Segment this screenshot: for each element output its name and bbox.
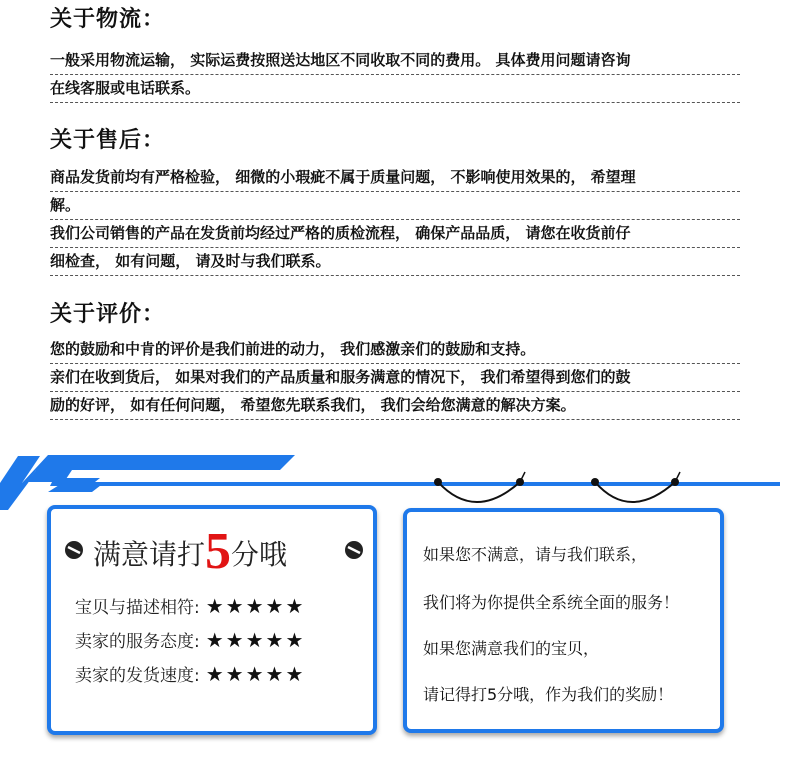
rating-label: 宝贝与描述相符: xyxy=(75,598,200,618)
message-line: 如果您满意我们的宝贝， xyxy=(423,639,600,658)
title-number: 5 xyxy=(205,523,232,580)
rating-row xyxy=(75,661,305,686)
title-after: 分哦 xyxy=(231,538,288,571)
message-card xyxy=(403,508,724,733)
rating-row xyxy=(75,593,305,618)
aftersales-line: 解。 xyxy=(50,192,740,220)
review-section xyxy=(50,300,740,420)
rating-card-title xyxy=(93,523,288,580)
rating-card-header xyxy=(63,523,363,580)
aftersales-line: 商品发货前均有严格检验， 细微的小瑕疵不属于质量问题， 不影响使用效果的， 希望理 xyxy=(50,164,740,192)
rating-card xyxy=(47,505,377,735)
review-line: 励的好评， 如有任何问题， 希望您先联系我们， 我们会给您满意的解决方案。 xyxy=(50,392,740,420)
rating-label: 卖家的发货速度: xyxy=(75,666,200,686)
review-line: 亲们在收到货后， 如果对我们的产品质量和服务满意的情况下， 我们希望得到您们的鼓 xyxy=(50,364,740,392)
message-line: 如果您不满意，请与我们联系， xyxy=(423,545,648,564)
aftersales-section xyxy=(50,126,740,276)
star-rating-icon: ★★★★★ xyxy=(205,662,306,686)
logistics-line: 在线客服或电话联系。 xyxy=(50,75,740,103)
title-before: 满意请打 xyxy=(93,538,206,571)
aftersales-title: 关于售后： xyxy=(50,128,166,153)
screw-icon xyxy=(63,539,85,561)
message-line: 我们将为你提供全系统全面的服务！ xyxy=(423,593,680,612)
review-line: 您的鼓励和中肯的评价是我们前进的动力， 我们感激亲们的鼓励和支持。 xyxy=(50,336,740,364)
logistics-section xyxy=(50,5,740,103)
star-rating-icon: ★★★★★ xyxy=(205,594,306,618)
logistics-title: 关于物流： xyxy=(50,7,166,32)
aftersales-line: 我们公司销售的产品在发货前均经过严格的质检流程， 确保产品品质， 请您在收货前仔 xyxy=(50,220,740,248)
review-title: 关于评价： xyxy=(50,302,166,327)
rating-row xyxy=(75,627,305,652)
rating-label: 卖家的服务态度: xyxy=(75,632,200,652)
message-line: 请记得打5分哦，作为我们的奖励！ xyxy=(423,685,674,704)
logistics-line: 一般采用物流运输， 实际运费按照送达地区不同收取不同的费用。 具体费用问题请咨询 xyxy=(50,47,740,75)
star-rating-icon: ★★★★★ xyxy=(205,628,306,652)
screw-icon xyxy=(343,539,365,561)
aftersales-line: 细检查， 如有问题， 请及时与我们联系。 xyxy=(50,248,740,276)
